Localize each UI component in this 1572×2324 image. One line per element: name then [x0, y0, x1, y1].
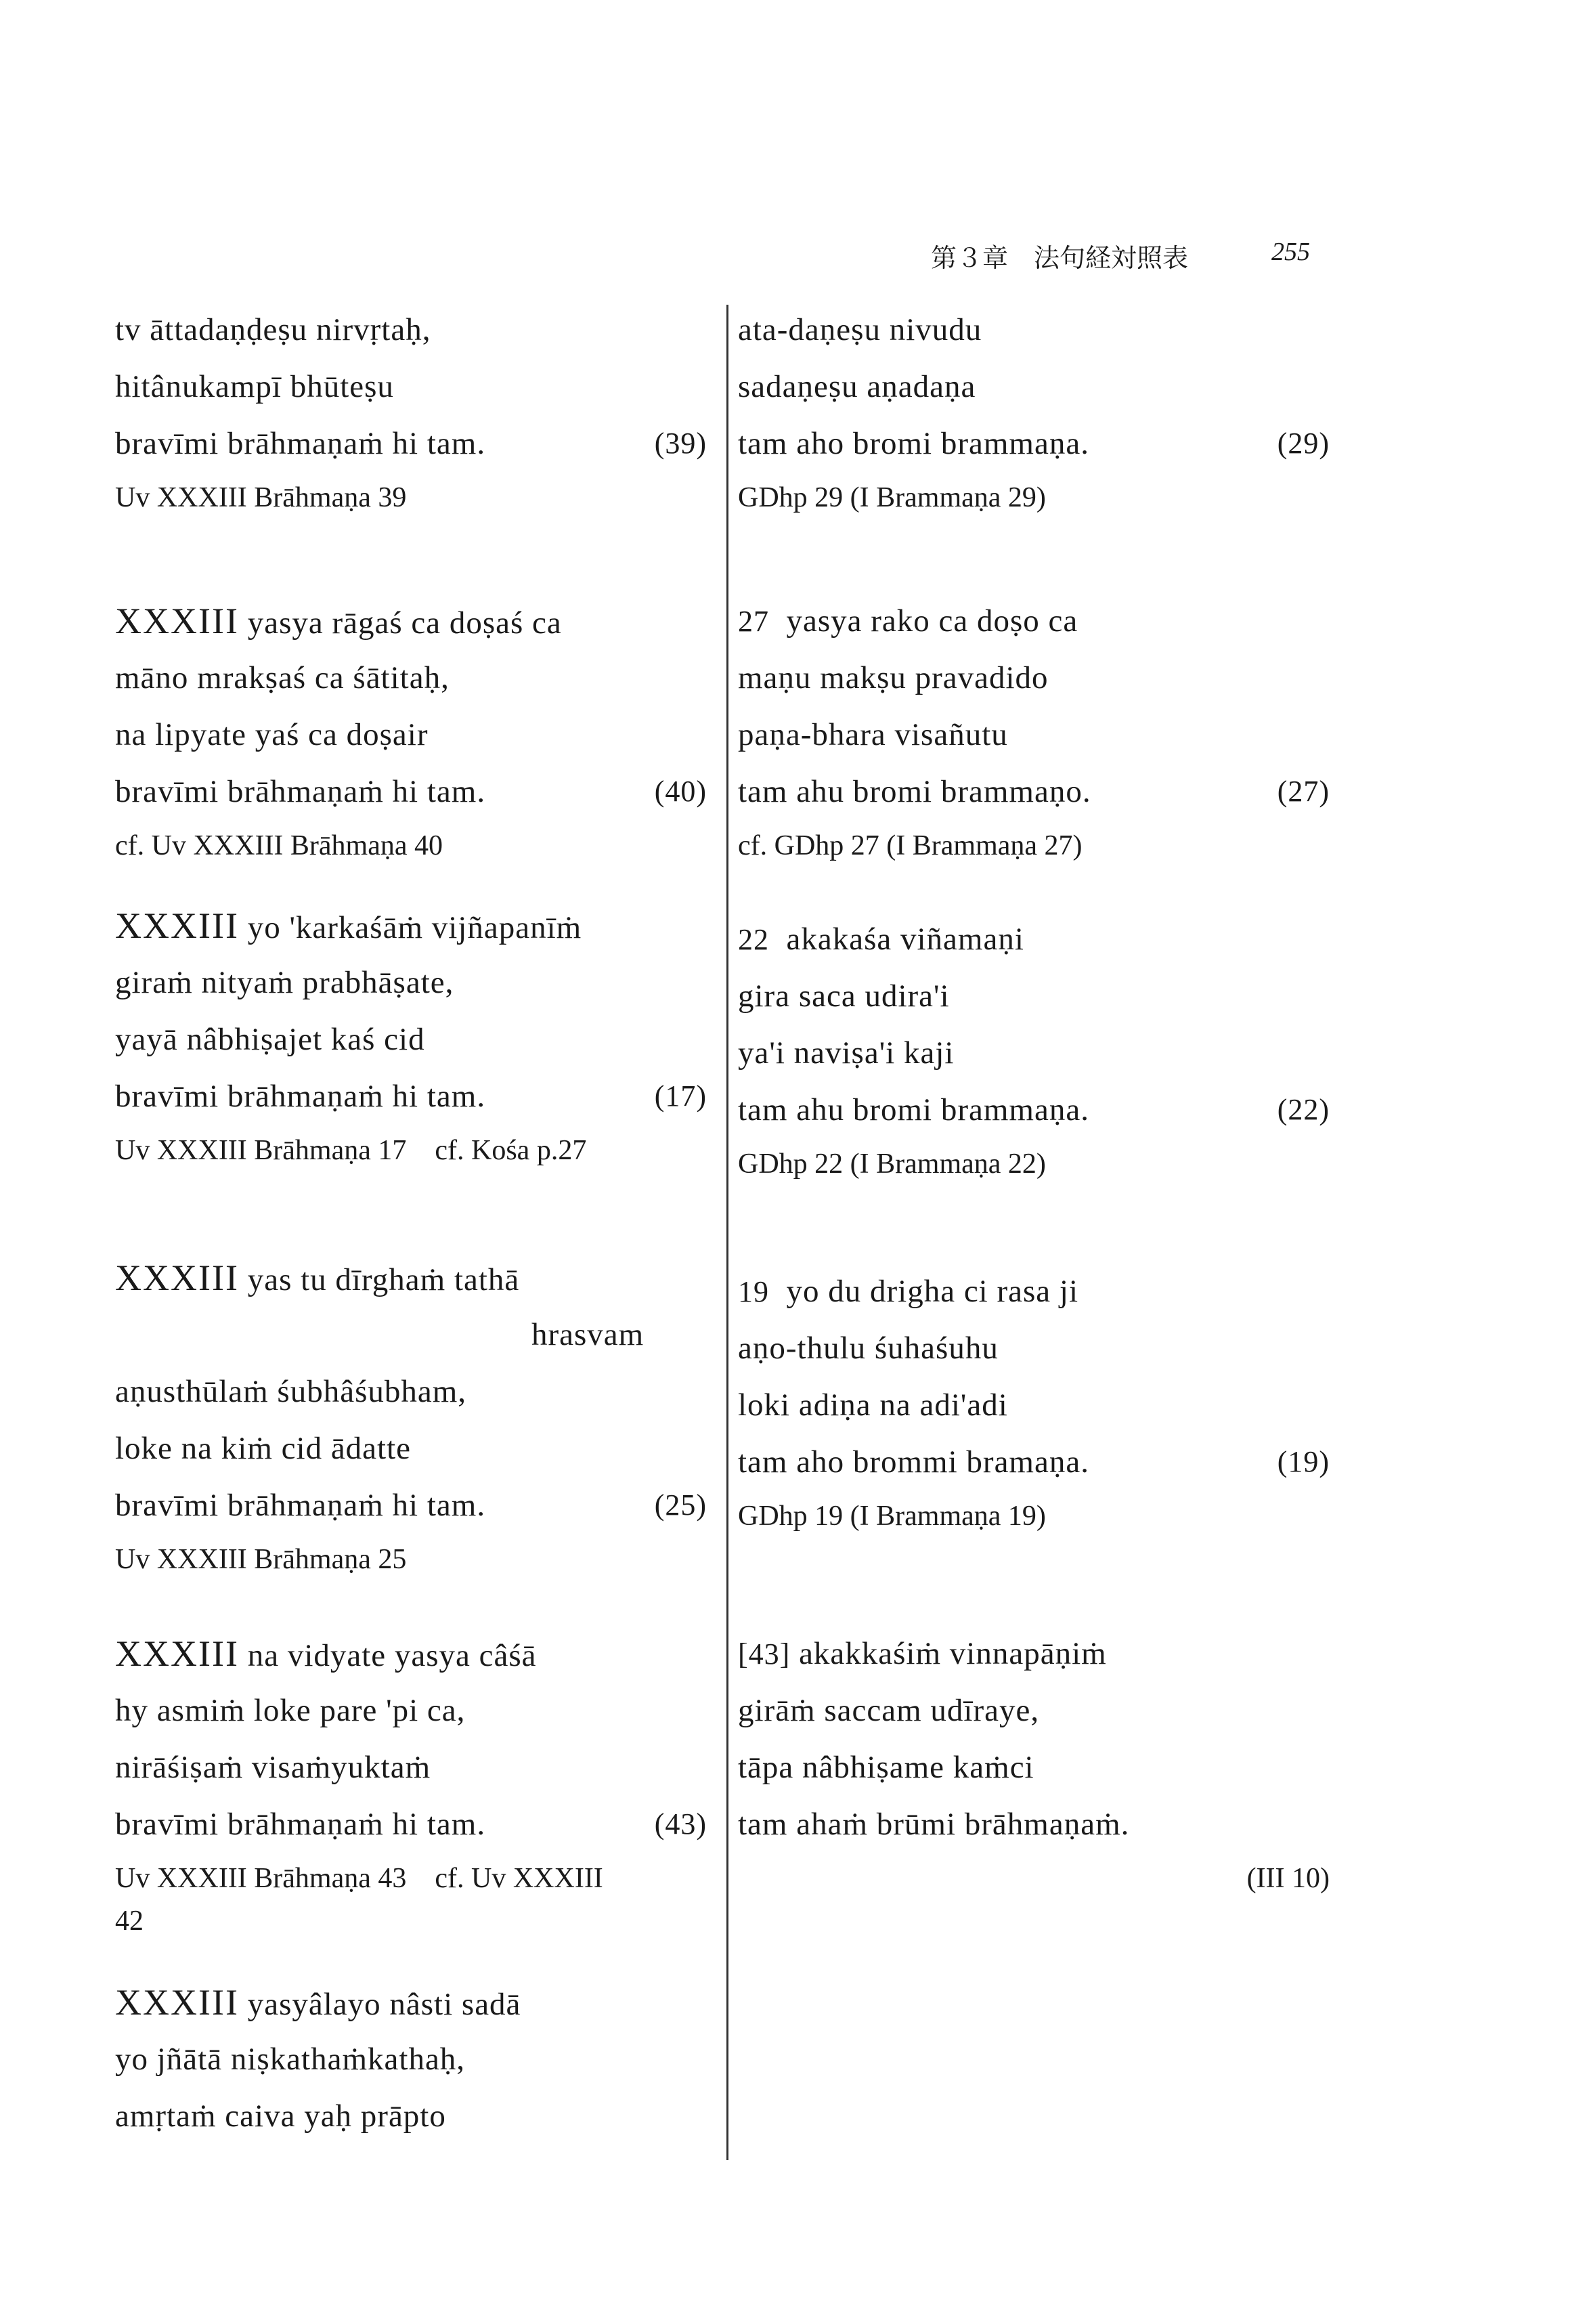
verse-line: [738, 1682, 1334, 1739]
verse-line: [115, 2088, 711, 2145]
verse-text: tāpa nâbhiṣame kaṁci: [738, 1750, 1034, 1785]
verse-text: akakkaśiṁ vinnapāṇiṁ: [790, 1636, 1107, 1671]
verse-text: bravīmi brāhmaṇaṁ hi tam.: [115, 1488, 486, 1523]
verse-number: (27): [1277, 775, 1330, 808]
verse-line: [738, 1625, 1334, 1682]
verse-line: [738, 1263, 1334, 1320]
verse-text: sadaṇeṣu aṇadaṇa: [738, 369, 976, 404]
verse-line: [115, 301, 711, 358]
reference-line: GDhp 19 (I Brammaṇa 19): [738, 1501, 1046, 1532]
verse-text: māno mrakṣaś ca śātitaḥ,: [115, 660, 450, 695]
verse-text: bravīmi brāhmaṇaṁ hi tam.: [115, 1807, 486, 1842]
verse-line: [115, 1420, 711, 1477]
verse-line: [738, 358, 1334, 415]
reference-line: GDhp 29 (I Brammaṇa 29): [738, 482, 1046, 513]
verse-line: [115, 1739, 711, 1796]
verse-block: [115, 897, 711, 1176]
chapter-numeral: XXXIII: [115, 1982, 239, 2023]
reference-line: Uv XXXIII Brāhmaṇa 17 cf. Kośa p.27: [115, 1135, 587, 1166]
verse-text: tam ahu bromi brammaṇo.: [738, 774, 1091, 809]
verse-block: [738, 911, 1334, 1190]
verse-number: (43): [654, 1807, 707, 1841]
verse-text: na lipyate yaś ca doṣair: [115, 717, 429, 752]
verse-line: [738, 1377, 1334, 1434]
verse-line: [115, 649, 711, 706]
verse-text: paṇa-bhara visañutu: [738, 717, 1008, 752]
verse-text: akakaśa viñamaṇi: [769, 922, 1024, 957]
verse-number: (40): [654, 775, 707, 808]
verse-line: [115, 897, 711, 954]
verse-text: yo du drigha ci rasa ji: [769, 1274, 1079, 1309]
verse-line: [115, 2031, 711, 2088]
verse-line: [115, 1796, 711, 1853]
verse-number: (17): [654, 1079, 707, 1113]
verse-text: yasya rāgaś ca doṣaś ca: [238, 605, 562, 641]
reference-line: GDhp 22 (I Brammaṇa 22): [738, 1148, 1046, 1180]
verse-text: yayā nâbhiṣajet kaś cid: [115, 1022, 425, 1057]
verse-line: [115, 1306, 711, 1363]
reference-line: cf. Uv XXXIII Brāhmaṇa 40: [115, 830, 443, 861]
verse-text: amṛtaṁ caiva yaḥ prāpto: [115, 2099, 446, 2134]
verse-text: yo jñātā niṣkathaṁkathaḥ,: [115, 2042, 466, 2077]
verse-line: [115, 763, 711, 820]
verse-index: 27: [738, 605, 769, 638]
verse-number: (25): [654, 1488, 707, 1522]
verse-line: [115, 1974, 711, 2031]
verse-index: 22: [738, 923, 769, 956]
verse-text: aṇo-thulu śuhaśuhu: [738, 1331, 999, 1366]
verse-line: [115, 593, 711, 649]
verse-line: [115, 1249, 711, 1306]
verse-line: [738, 415, 1334, 472]
reference-line: Uv XXXIII Brāhmaṇa 25: [115, 1544, 407, 1575]
verse-line: [115, 1068, 711, 1125]
page-number: 255: [1271, 238, 1310, 266]
verse-text: yasya rako ca doṣo ca: [769, 603, 1078, 639]
reference-line: cf. GDhp 27 (I Brammaṇa 27): [738, 830, 1083, 861]
verse-line: [738, 301, 1334, 358]
verse-block: [738, 593, 1334, 872]
verse-block: [115, 1625, 711, 1938]
verse-line: [115, 1625, 711, 1682]
verse-line: [115, 1477, 711, 1534]
verse-block: [115, 593, 711, 872]
running-header: [931, 237, 1310, 278]
verse-line: [115, 706, 711, 763]
verse-text: aṇusthūlaṁ śubhâśubham,: [115, 1374, 467, 1409]
verse-line: [738, 706, 1334, 763]
verse-text: girāṁ saccam udīraye,: [738, 1693, 1040, 1728]
verse-number: (19): [1277, 1445, 1330, 1478]
verse-number: (29): [1277, 427, 1330, 460]
verse-line: [738, 911, 1334, 968]
verse-text: nirāśiṣaṁ visaṁyuktaṁ: [115, 1750, 431, 1785]
verse-line: [115, 1682, 711, 1739]
verse-text: hrasvam: [531, 1317, 645, 1352]
verse-text: gira saca udira'i: [738, 978, 950, 1014]
verse-text: tam aho bromi brammaṇa.: [738, 426, 1089, 461]
verse-text: maṇu makṣu pravadido: [738, 660, 1049, 695]
verse-line: [115, 954, 711, 1011]
verse-line: [738, 1434, 1334, 1490]
verse-line: [115, 358, 711, 415]
reference-line: Uv XXXIII Brāhmaṇa 39: [115, 482, 407, 513]
verse-line: [115, 1011, 711, 1068]
chapter-numeral: XXXIII: [115, 905, 239, 946]
verse-text: loki adiṇa na adi'adi: [738, 1387, 1008, 1423]
chapter-numeral: XXXIII: [115, 1257, 239, 1298]
verse-block: [738, 1625, 1334, 1904]
reference-line-continued: 42: [115, 1906, 144, 1937]
verse-line: [738, 763, 1334, 820]
verse-text: yo 'karkaśāṁ vijñapanīṁ: [238, 910, 582, 945]
cross-reference: (III 10): [1246, 1863, 1330, 1894]
verse-text: loke na kiṁ cid ādatte: [115, 1431, 412, 1466]
verse-block: [738, 301, 1334, 523]
verse-block: [115, 301, 711, 523]
verse-line: [738, 1320, 1334, 1377]
verse-line: [738, 649, 1334, 706]
reference-line: Uv XXXIII Brāhmaṇa 43 cf. Uv XXXIII: [115, 1863, 603, 1894]
verse-line: [115, 1363, 711, 1420]
verse-line: [738, 968, 1334, 1025]
verse-text: ata-daṇeṣu nivudu: [738, 312, 982, 347]
verse-line: [738, 1796, 1334, 1853]
verse-text: tam ahaṁ brūmi brāhmaṇaṁ.: [738, 1807, 1130, 1842]
chapter-numeral: XXXIII: [115, 601, 239, 641]
verse-number: (22): [1277, 1093, 1330, 1126]
verse-text: yas tu dīrghaṁ tathā: [238, 1262, 520, 1297]
verse-line: [115, 415, 711, 472]
verse-text: yasyâlayo nâsti sadā: [238, 1987, 521, 2022]
chapter-numeral: XXXIII: [115, 1633, 239, 1674]
column-divider: [726, 305, 728, 2160]
chapter-title: 第３章 法句経対照表: [931, 243, 1189, 273]
verse-text: bravīmi brāhmaṇaṁ hi tam.: [115, 774, 486, 809]
verse-text: tam ahu bromi brammaṇa.: [738, 1092, 1089, 1127]
verse-text: bravīmi brāhmaṇaṁ hi tam.: [115, 426, 486, 461]
verse-text: na vidyate yasya câśā: [238, 1638, 537, 1673]
verse-text: giraṁ nityaṁ prabhāṣate,: [115, 965, 454, 1000]
verse-text: tam aho brommi bramaṇa.: [738, 1444, 1089, 1480]
verse-line: [738, 1025, 1334, 1081]
verse-line: [738, 1081, 1334, 1138]
verse-index: [43]: [738, 1637, 791, 1671]
verse-text: hitânukampī bhūteṣu: [115, 369, 394, 404]
verse-text: bravīmi brāhmaṇaṁ hi tam.: [115, 1079, 486, 1114]
verse-text: ya'i naviṣa'i kaji: [738, 1035, 955, 1071]
verse-number: (39): [654, 427, 707, 460]
verse-line: [738, 593, 1334, 649]
verse-block: [738, 1263, 1334, 1542]
verse-block: [115, 1974, 711, 2145]
verse-line: [738, 1739, 1334, 1796]
verse-block: [115, 1249, 711, 1585]
verse-text: tv āttadaṇḍeṣu nirvṛtaḥ,: [115, 312, 431, 347]
verse-text: hy asmiṁ loke pare 'pi ca,: [115, 1693, 466, 1728]
verse-index: 19: [738, 1275, 769, 1308]
